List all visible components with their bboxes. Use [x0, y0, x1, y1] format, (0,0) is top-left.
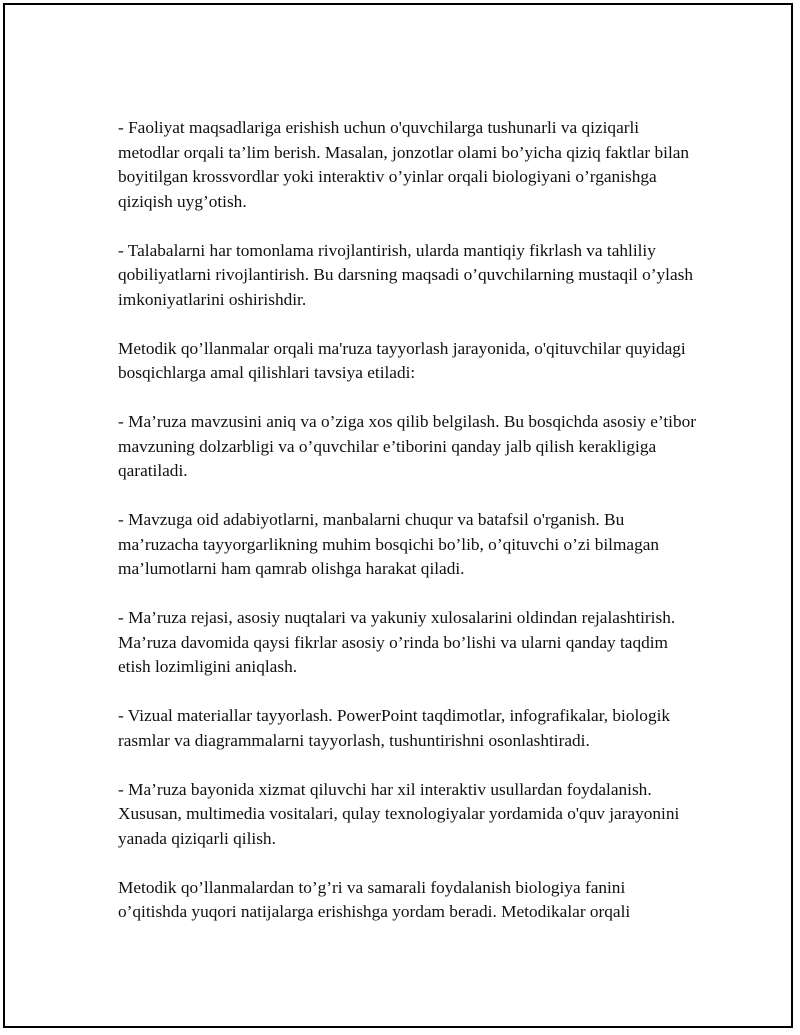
paragraph-4: - Ma’ruza mavzusini aniq va o’ziga xos qilib belgilash. Bu bosqichda asosiy e’tibor mavzuning dolzarbligi va o’quvchilar e’tiborini qanday jalb qilish kerakligiga qaratiladi.	[118, 412, 696, 480]
paragraph-1: - Faoliyat maqsadlariga erishish uchun o'quvchilarga tushunarli va qiziqarli metodlar orqali ta’lim berish. Masalan, jonzotlar olami bo’yicha qiziq faktlar bilan boyitilgan krossvordlar yoki interaktiv o’yinlar orqali biologiyani o’rganishga qiziqish uyg’otish.	[118, 118, 690, 211]
paragraph-7: - Vizual materiallar tayyorlash. PowerPoint taqdimotlar, infografikalar, biologik rasmlar va diagrammalarni tayyorlash, tushuntirishni osonlashtiradi.	[118, 706, 671, 750]
paragraph-3: Metodik qo’llanmalar orqali ma'ruza tayyorlash jarayonida, o'qituvchilar quyidagi bosqichlarga amal qilishlari tavsiya etiladi:	[118, 338, 686, 382]
paragraph-2: - Talabalarni har tomonlama rivojlantirish, ularda mantiqiy fikrlash va tahliliy qobiliyatlarni rivojlantirish. Bu darsning maqsadi o’quvchilarning mustaqil o’ylash imkoniyatlarini oshirishdir.	[118, 240, 693, 309]
paragraph-5: - Mavzuga oid adabiyotlarni, manbalarni chuqur va batafsil o'rganish. Bu ma’ruzacha tayyorgarlikning muhim bosqichi bo’lib, o’qituvchi o’zi bilmagan ma’lumotlarni ham qamrab olishga harakat qiladi.	[118, 510, 660, 578]
paragraph-9: Metodik qo’llanmalardan to’g’ri va samarali foydalanish biologiya fanini o’qitishda yuqori natijalarga erishishga yordam beradi. Metodikalar orqali	[118, 877, 631, 921]
paragraph-8: - Ma’ruza bayonida xizmat qiluvchi har xil interaktiv usullardan foydalanish. Xususan, multimedia vositalari, qulay texnologiyalar yordamida o'quv jarayonini yanada qiziqarli qilish.	[118, 779, 680, 848]
document-body	[118, 116, 698, 925]
paragraph-6: - Ma’ruza rejasi, asosiy nuqtalari va yakuniy xulosalarini oldindan rejalashtirish. Ma’ruza davomida qaysi fikrlar asosiy o’rinda bo’lishi va ularni qanday taqdim etish lozimligini aniqlash.	[118, 608, 676, 676]
